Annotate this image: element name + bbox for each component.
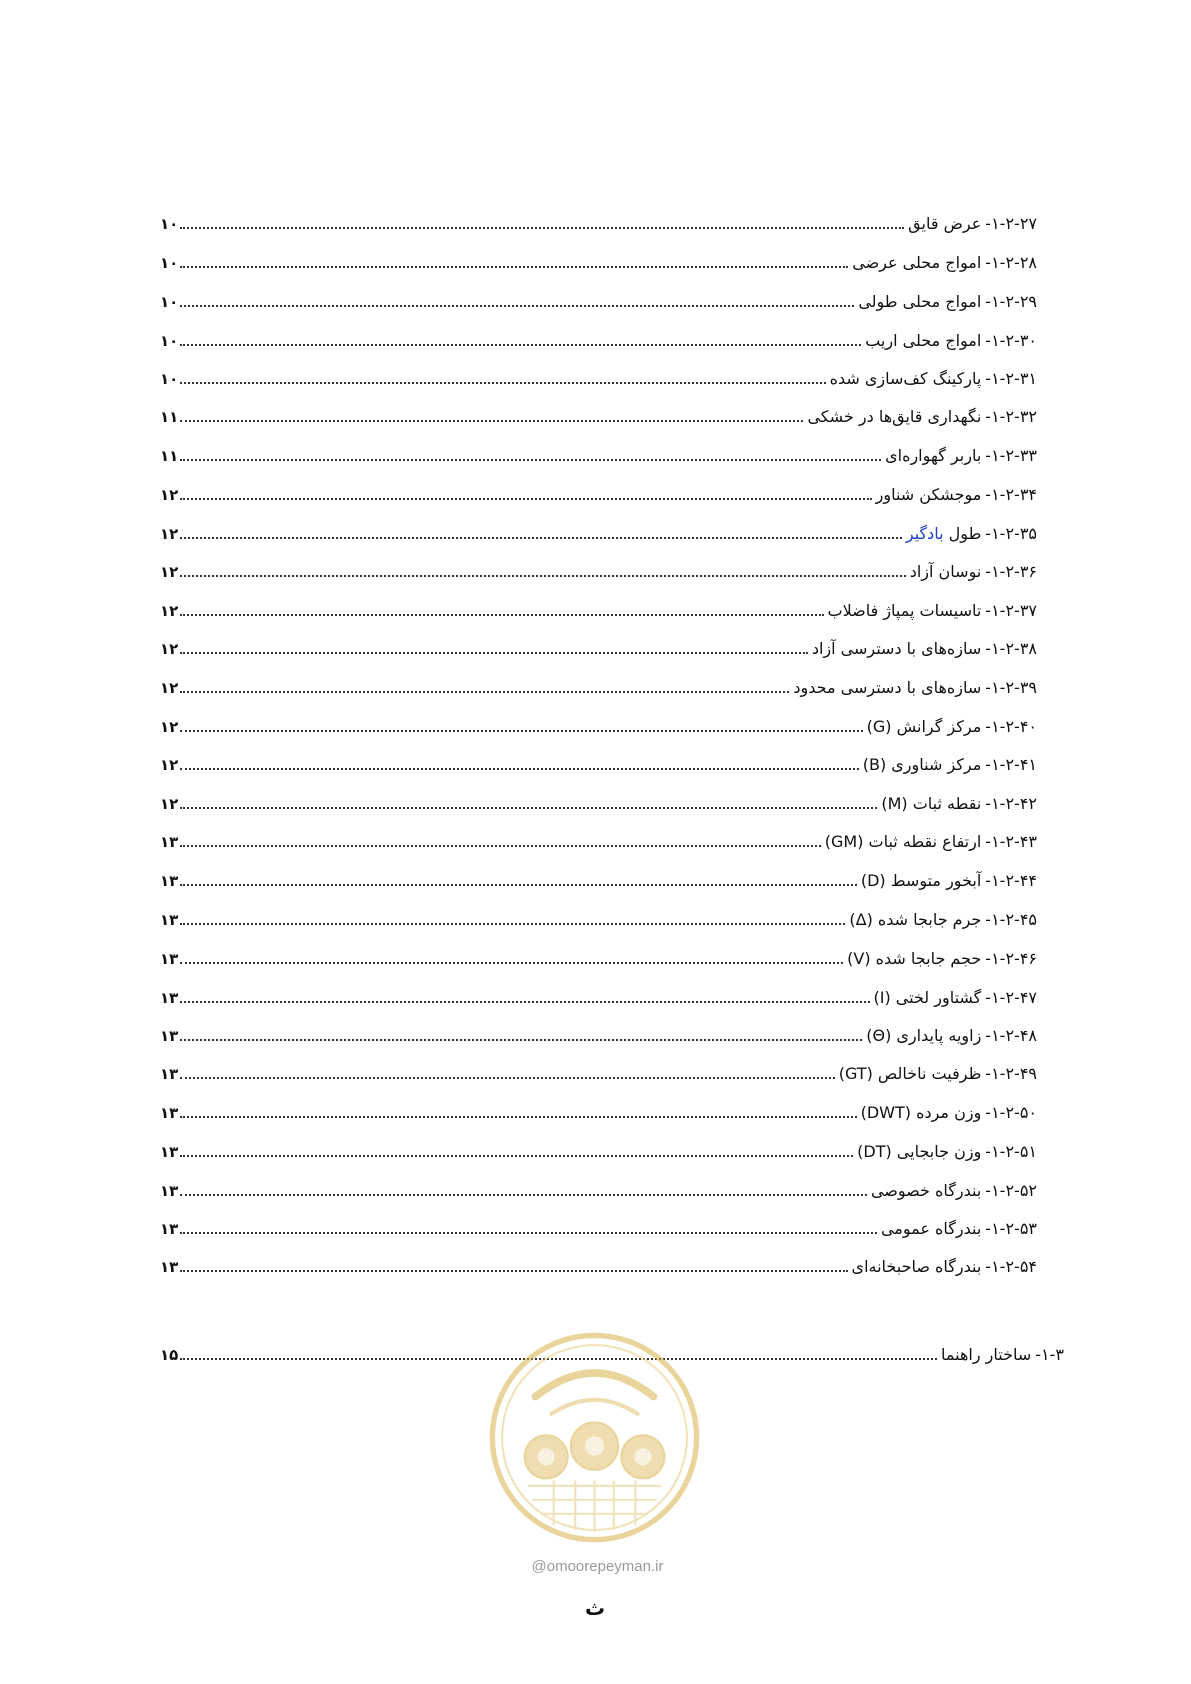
toc-entry-title: امواج محلی طولی <box>858 292 982 311</box>
toc-entry-title: نقطه ثبات (M) <box>881 794 982 813</box>
toc-entry-page: ۱۲ <box>160 525 179 543</box>
toc-entry-50[interactable] <box>160 1094 1037 1124</box>
toc-entry-33[interactable] <box>160 437 1037 467</box>
toc-entry-page: ۱۲ <box>160 602 179 620</box>
toc-entry-number: ۱-۲-۴۴- <box>985 871 1037 890</box>
toc-entry-35[interactable] <box>160 515 1037 545</box>
toc-entry-number: ۱-۲-۳۷- <box>985 601 1037 620</box>
toc-entry-number: ۱-۲-۵۱- <box>985 1142 1037 1161</box>
dot-leader <box>180 730 862 732</box>
toc-entry-47[interactable] <box>160 979 1037 1009</box>
toc-entry-51[interactable] <box>160 1133 1037 1163</box>
toc-entry-number: ۱-۲-۲۹- <box>985 292 1037 311</box>
dot-leader <box>180 305 854 307</box>
toc-entry-number: ۱-۲-۴۸- <box>985 1026 1037 1045</box>
toc-entry-34[interactable] <box>160 476 1037 506</box>
toc-entry-page: ۱۳ <box>160 1027 179 1045</box>
toc-entry-28[interactable] <box>160 244 1037 274</box>
watermark-logo <box>487 1330 702 1545</box>
toc-entry-title: مرکز شناوری (B) <box>862 755 982 774</box>
toc-entry-number: ۱-۲-۴۹- <box>985 1064 1037 1083</box>
toc-entry-page: ۱۲ <box>160 756 179 774</box>
toc-entry-29[interactable] <box>160 283 1037 313</box>
toc-entry-page: ۱۲ <box>160 563 179 581</box>
toc-entry-42[interactable] <box>160 785 1037 815</box>
toc-entry-page: ۱۳ <box>160 1143 179 1161</box>
toc-entry-number: ۱-۳- <box>1035 1345 1064 1364</box>
toc-entry-title: ظرفیت ناخالص (GT) <box>838 1064 982 1083</box>
toc-entry-title: گشتاور لختی (I) <box>873 988 982 1007</box>
dot-leader <box>180 420 803 422</box>
toc-entry-title: امواج محلی اریب <box>865 331 982 350</box>
toc-entry-page: ۱۳ <box>160 1258 179 1276</box>
toc-entry-41[interactable] <box>160 746 1037 776</box>
toc-entry-number: ۱-۲-۲۸- <box>985 253 1037 272</box>
toc-entry-page: ۱۰ <box>160 215 179 233</box>
toc-entry-page: ۱۰ <box>160 370 179 388</box>
toc-entry-title: بندرگاه خصوصی <box>870 1181 982 1200</box>
toc-entry-title: باربر گهواره‌ای <box>885 446 982 465</box>
toc-entry-page: ۱۵ <box>160 1346 179 1364</box>
toc-entry-number: ۱-۲-۴۵- <box>985 910 1037 929</box>
watermark-caption: @omoorepeyman.ir <box>531 1558 664 1575</box>
toc-entry-page: ۱۳ <box>160 833 179 851</box>
dot-leader <box>180 1001 869 1003</box>
toc-entry-title: وزن جابجایی (DT) <box>857 1142 982 1161</box>
dot-leader <box>180 962 843 964</box>
toc-entry-title: زاویه پایداری (Θ) <box>866 1026 982 1045</box>
toc-entry-44[interactable] <box>160 862 1037 892</box>
toc-entry-title: نگهداری قایق‌ها در خشکی <box>807 407 982 426</box>
toc-entry-27[interactable] <box>160 205 1037 235</box>
dot-leader <box>180 498 871 500</box>
dot-leader <box>180 537 902 539</box>
toc-entry-31[interactable] <box>160 360 1037 390</box>
toc-entry-number: ۱-۲-۳۸- <box>985 639 1037 658</box>
toc-entry-number: ۱-۲-۴۳- <box>985 832 1037 851</box>
toc-entry-number: ۱-۲-۲۷- <box>985 214 1037 233</box>
toc-entry-52[interactable] <box>160 1172 1037 1202</box>
dot-leader <box>180 923 845 925</box>
toc-entry-43[interactable] <box>160 823 1037 853</box>
toc-entry-37[interactable] <box>160 592 1037 622</box>
toc-entry-title: بندرگاه عمومی <box>880 1219 982 1238</box>
toc-entry-53[interactable] <box>160 1210 1037 1240</box>
dot-leader <box>180 845 820 847</box>
toc-entry-number: ۱-۲-۳۹- <box>985 678 1037 697</box>
toc-entry-page: ۱۲ <box>160 640 179 658</box>
toc-entry-title: ساختار راهنما <box>941 1345 1032 1364</box>
toc-entry-46[interactable] <box>160 940 1037 970</box>
toc-entry-title: پارکینگ کف‌سازی شده <box>829 369 982 388</box>
toc-entry-title: موجشکن شناور <box>875 485 982 504</box>
toc-entry-title: بندرگاه صاحبخانه‌ای <box>851 1257 982 1276</box>
dot-leader <box>180 884 857 886</box>
dot-leader <box>180 1155 853 1157</box>
toc-entry-page: ۱۲ <box>160 795 179 813</box>
toc-entry-39[interactable] <box>160 669 1037 699</box>
toc-entry-page: ۱۲ <box>160 718 179 736</box>
toc-entry-number: ۱-۲-۵۳- <box>985 1219 1037 1238</box>
page-number: ث <box>584 1596 606 1620</box>
dot-leader <box>180 1116 856 1118</box>
toc-entry-page: ۱۲ <box>160 486 179 504</box>
toc-entry-page: ۱۱ <box>160 447 179 465</box>
dot-leader <box>180 575 905 577</box>
dot-leader <box>180 227 904 229</box>
dot-leader <box>180 1077 834 1079</box>
toc-entry-32[interactable] <box>160 398 1037 428</box>
toc-entry-title-text: طول <box>948 524 982 543</box>
toc-entry-page: ۱۱ <box>160 408 179 426</box>
dot-leader <box>180 1194 867 1196</box>
toc-entry-title: نوسان آزاد <box>909 562 982 581</box>
toc-entry-page: ۱۰ <box>160 254 179 272</box>
toc-entry-number: ۱-۲-۳۳- <box>985 446 1037 465</box>
toc-entry-title-link[interactable]: بادگیر <box>905 524 944 543</box>
toc-entry-title: وزن مرده (DWT) <box>860 1103 982 1122</box>
toc-entry-page: ۱۰ <box>160 332 179 350</box>
toc-entry-title: عرض قایق <box>908 214 982 233</box>
toc-entry-title: مرکز گرانش (G) <box>866 717 982 736</box>
toc-entry-title: سازه‌های با دسترسی آزاد <box>811 639 982 658</box>
toc-entry-number: ۱-۲-۴۱- <box>985 755 1037 774</box>
toc-entry-48[interactable] <box>160 1017 1037 1047</box>
toc-entry-49[interactable] <box>160 1055 1037 1085</box>
toc-entry-45[interactable] <box>160 901 1037 931</box>
dot-leader <box>180 459 881 461</box>
toc-entry-page: ۱۳ <box>160 911 179 929</box>
toc-entry-page: ۱۳ <box>160 989 179 1007</box>
toc-entry-40[interactable] <box>160 708 1037 738</box>
toc-entry-page: ۱۳ <box>160 1220 179 1238</box>
toc-entry-number: ۱-۲-۴۷- <box>985 988 1037 1007</box>
toc-entry-38[interactable] <box>160 630 1037 660</box>
toc-entry-page: ۱۳ <box>160 872 179 890</box>
dot-leader <box>180 1039 862 1041</box>
toc-entry-30[interactable] <box>160 322 1037 352</box>
toc-entry-title: ارتفاع نقطه ثبات (GM) <box>824 832 982 851</box>
toc-entry-number: ۱-۲-۳۰- <box>985 331 1037 350</box>
toc-entry-number: ۱-۲-۳۶- <box>985 562 1037 581</box>
toc-entry-title: سازه‌های با دسترسی محدود <box>793 678 982 697</box>
dot-leader <box>180 807 877 809</box>
toc-entry-number: ۱-۲-۳۵- <box>985 524 1037 543</box>
toc-entry-number: ۱-۲-۵۰- <box>985 1103 1037 1122</box>
toc-entry-page: ۱۳ <box>160 1065 179 1083</box>
toc-entry-number: ۱-۲-۴۰- <box>985 717 1037 736</box>
dot-leader <box>180 691 789 693</box>
toc-entry-title: آبخور متوسط (D) <box>860 871 982 890</box>
toc-entry-number: ۱-۲-۴۶- <box>985 949 1037 968</box>
toc-entry-page: ۱۳ <box>160 950 179 968</box>
toc-entry-page: ۱۲ <box>160 679 179 697</box>
toc-entry-number: ۱-۲-۳۴- <box>985 485 1037 504</box>
toc-entry-page: ۱۳ <box>160 1104 179 1122</box>
toc-entry-number: ۱-۲-۳۲- <box>985 407 1037 426</box>
toc-entry-36[interactable] <box>160 553 1037 583</box>
dot-leader <box>180 768 858 770</box>
dot-leader <box>180 1270 847 1272</box>
dot-leader <box>180 266 848 268</box>
toc-entry-title: تاسیسات پمپاژ فاضلاب <box>827 601 982 620</box>
dot-leader <box>180 382 825 384</box>
toc-entry-54[interactable] <box>160 1248 1037 1278</box>
toc-entry-number: ۱-۲-۴۲- <box>985 794 1037 813</box>
toc-entry-number: ۱-۲-۵۴- <box>985 1257 1037 1276</box>
dot-leader <box>180 614 823 616</box>
toc-entry-number: ۱-۲-۵۲- <box>985 1181 1037 1200</box>
toc-entry-page: ۱۳ <box>160 1182 179 1200</box>
toc-entry-title <box>902 523 981 545</box>
toc-entry-title: امواج محلی عرضی <box>852 253 982 272</box>
toc-entry-page: ۱۰ <box>160 293 179 311</box>
dot-leader <box>180 1232 877 1234</box>
dot-leader <box>180 652 808 654</box>
toc-entry-title: جرم جابجا شده (Δ) <box>849 910 982 929</box>
toc-entry-number: ۱-۲-۳۱- <box>985 369 1037 388</box>
toc-entry-title: حجم جابجا شده (V) <box>847 949 982 968</box>
dot-leader <box>180 344 861 346</box>
